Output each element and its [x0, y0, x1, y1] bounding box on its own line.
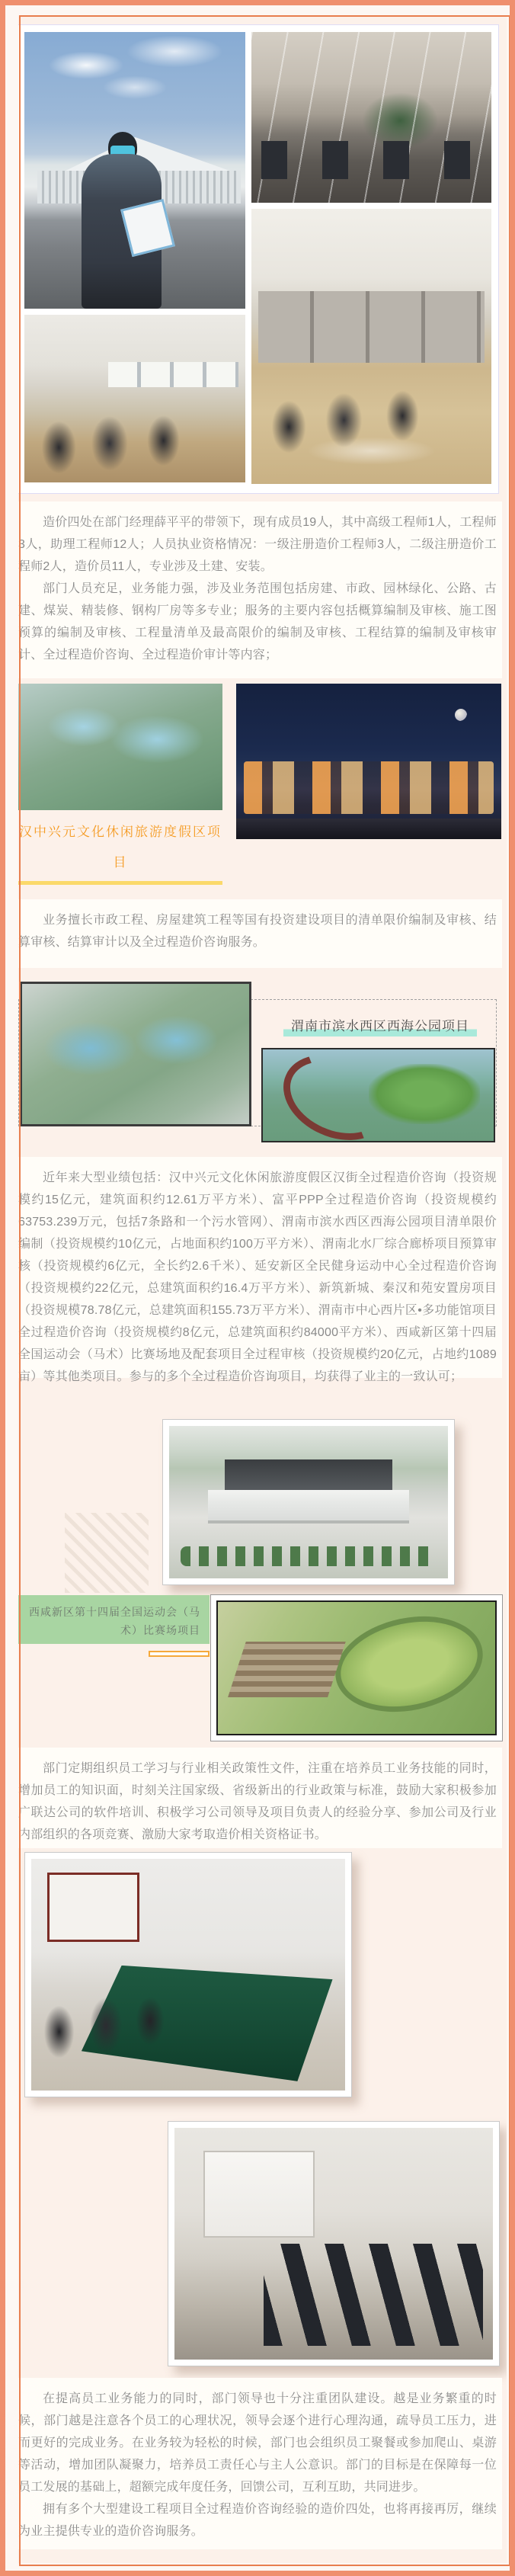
- office-desks-shape: [258, 291, 484, 363]
- race-track-shape: [327, 1604, 492, 1725]
- photo-frame-equestrian: [210, 1594, 503, 1741]
- learning-text-block: [13, 1748, 502, 1848]
- office-chairs-shape: [261, 363, 434, 473]
- achievements-text-block: [13, 1157, 502, 1383]
- office-monitors-shape: [261, 141, 482, 178]
- photo-office-cubicles[interactable]: [251, 209, 491, 484]
- paragraph-major-projects: 近年来大型业绩包括：汉中兴元文化休闲旅游度假区汉街全过程造价咨询（投资规模约15亿元，建筑面积约12.61万平方米）、富平PPP全过程造价咨询（投资规模约63753.239万元，包括7条路和一个污水管网）、渭南市滨水西区西海公园项目清单限价编制（投资规模约10亿元，占地面积约100万平方米）、渭南北水厂综合廊桥项目预算审核（投资规模约6亿元，全长约2.6千米）、延安新区全民健身运动中心全过程造价咨询（投资规模约22亿元，总建筑面积约16.4万平方米）、新筑新城、秦汉和苑安置房项目（投资规模78.78亿元，总建筑面积155.73万平方米）、渭南市中心西片区•多功能馆项目全过程造价咨询（投资规模约8亿元，总建筑面积约84000平方米）、西咸新区第十四届全国运动会（马术）比赛场地及配套项目全过程审核（投资规模约20亿元，占地约1089亩）等其他类项目。参与的多个全过程造价咨询项目，均获得了业主的一致认可；: [18, 1171, 497, 1383]
- caption-highlight: 渭南市滨水西区西海公园项目: [283, 1019, 477, 1036]
- hall-facade-shape: [208, 1490, 409, 1523]
- paragraph-business-scope: 部门人员充足，业务能力强，涉及业务范围包括房建、市政、园林绿化、公路、古建、煤炭、精装修、钢构厂房等多专业；服务的主要内容包括概算编制及审核、施工图预算的编制及审核、工程量清单及最高限价的编制及审核、工程结算的编制及审核审计、全过程造价咨询、全过程造价审计等内容；: [18, 582, 497, 662]
- yellow-outline-rectangle: [149, 1651, 210, 1657]
- paragraph-staff-training: 部门定期组织员工学习与行业相关政策性文件，注重在培养员工业务技能的同时，增加员工的知识面，时刻关注国家级、省级新出的行业政策与标准，鼓励大家积极参加广联达公司的软件培训、积极学习公司领导及项目负责人的经验分享、参加公司及行业内部组织的各项竞赛、激励大家考取造价相关资格证书。: [18, 1762, 497, 1841]
- projector-screen-shape: [203, 2151, 315, 2237]
- caption-underline-bar: [18, 881, 222, 885]
- photo-frame-meeting: [24, 1852, 352, 2097]
- caption-hanzhong-project: 汉中兴元文化休闲旅游度假区项目: [19, 825, 222, 870]
- photo-engineer-site-visit[interactable]: [24, 32, 245, 309]
- diagonal-stripes-decoration: [65, 1513, 149, 1593]
- photo-collage: [24, 32, 491, 486]
- moon-shape: [455, 709, 467, 721]
- photo-hanzhong-night-render[interactable]: [236, 684, 501, 839]
- photo-weinan-park-masterplan[interactable]: [20, 982, 251, 1126]
- caption-weinan-project: [265, 1017, 495, 1036]
- photo-office-open-space[interactable]: [24, 315, 245, 482]
- photo-meeting-room[interactable]: [31, 1859, 345, 2091]
- photo-hanzhong-aerial-render[interactable]: [18, 684, 222, 810]
- intro-text-block: [13, 501, 502, 678]
- photo-weinan-lake-aerial[interactable]: [261, 1048, 495, 1142]
- office-windows-shape: [108, 362, 238, 387]
- stable-buildings-shape: [229, 1642, 347, 1697]
- paragraph-team-building: 在提高员工业务能力的同时，部门领导也十分注重团队建设。越是业务繁重的时候，部门越是注意各个员工的心理状况，领导会逐个进行心理沟通，疏导员工压力，进而更好的完成业务。在业务较为轻松的时候，部门也会组织员工聚餐或参加爬山、桌游等活动，增加团队凝聚力，培养员工责任心与主人公意识。部门的目标是在保障每一位员工发展的基础上，超额完成年度任务，回馈公司，互利互助，共同进步。: [18, 2392, 497, 2494]
- paragraph-conclusion: 拥有多个大型建设工程项目全过程造价咨询经验的造价四处，也将再接再厉，继续为业主提供专业的造价咨询服务。: [18, 2503, 497, 2538]
- lit-buildings-shape: [244, 761, 493, 814]
- photo-frame-hall: [162, 1419, 455, 1585]
- closing-text-block: [13, 2378, 502, 2549]
- calligraphy-frame-shape: [47, 1873, 139, 1942]
- meeting-chairs-shape: [34, 1966, 172, 2086]
- office-chairs-shape: [34, 409, 193, 476]
- photo-multi-function-hall[interactable]: [169, 1426, 448, 1578]
- specialty-text-block: [13, 899, 502, 968]
- photo-training-room[interactable]: [174, 2128, 493, 2360]
- tree-row-shape: [181, 1546, 437, 1566]
- park-lawn-shape: [369, 1064, 479, 1124]
- paragraph-specialties: 业务擅长市政工程、房屋建筑工程等国有投资建设项目的清单限价编制及审核、结算审核、结算审计以及全过程造价咨询服务。: [18, 914, 497, 949]
- photo-office-workstations[interactable]: [251, 32, 491, 203]
- road-shape: [236, 819, 501, 839]
- paragraph-team-overview: 造价四处在部门经理薛平平的带领下，现有成员19人，其中高级工程师1人，工程师3人，助理工程师12人；人员执业资格情况：一级注册造价工程师3人，二级注册造价工程师2人，造价员11人，专业涉及土建、安装。: [18, 516, 497, 573]
- photo-collage-card: [17, 24, 499, 494]
- training-monitors-shape: [264, 2244, 483, 2346]
- hall-roof-shape: [225, 1459, 392, 1490]
- photo-equestrian-venue[interactable]: [216, 1600, 497, 1735]
- label-xixian-games-project: 西咸新区第十四届全国运动会（马术）比赛场项目: [18, 1595, 210, 1644]
- photo-frame-training: [168, 2121, 500, 2366]
